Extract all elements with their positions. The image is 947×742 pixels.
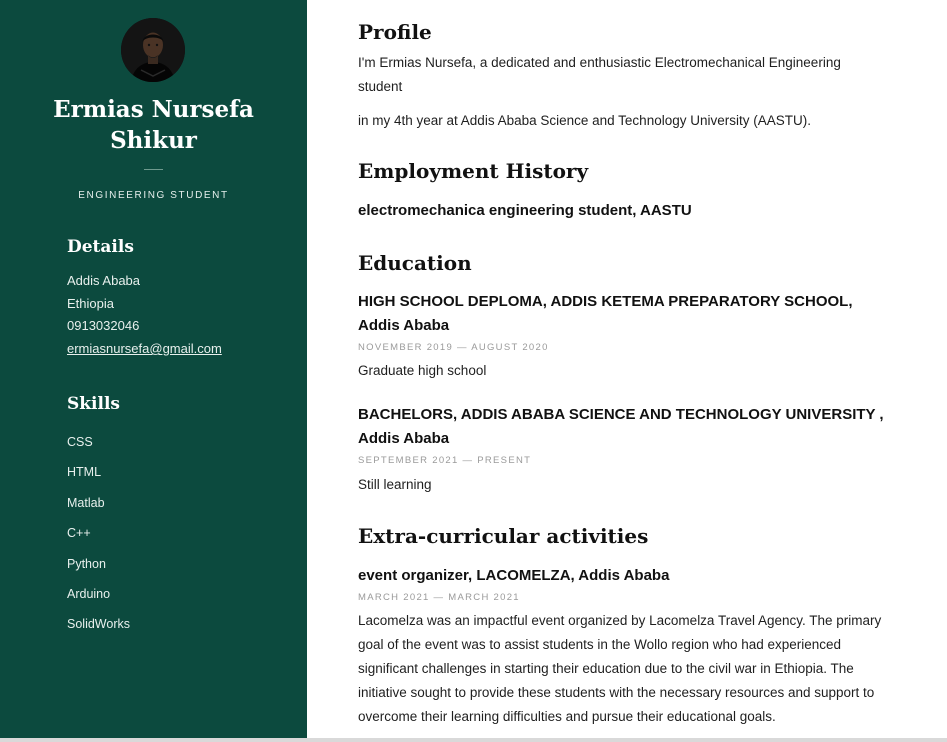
education-entry-date: NOVEMBER 2019 — AUGUST 2020 [358,342,549,353]
avatar [121,18,185,82]
profile-heading: Profile [358,20,432,44]
skill-item: SolidWorks [67,617,130,632]
education-heading: Education [358,251,472,275]
details-list [67,270,222,361]
skill-item: C++ [67,526,91,541]
activity-entry-date: MARCH 2021 — MARCH 2021 [358,592,520,603]
activity-entry-title: event organizer, LACOMELZA, Addis Ababa [358,567,670,584]
activity-entry-description: Lacomelza was an impactful event organized by Lacomelza Travel Agency. The primary goal of the event was to assist students in the Wollo region who had experienced significant challenges in starting their education due to the civil war in Ethiopia. The initiative sought to provide these students with the necessary resources and support to overcome their learning difficulties and pursue their educational goals. [358,613,882,724]
skill-item: CSS [67,435,93,449]
skill-item: Python [67,556,106,571]
employment-heading: Employment History [358,159,589,183]
detail-country: Ethiopia [67,295,114,311]
education-entry-date: SEPTEMBER 2021 — PRESENT [358,455,532,466]
skills-list [67,427,130,640]
job-title: ENGINEERING STUDENT [78,190,229,201]
candidate-name: Ermias Nursefa Shikur [53,96,254,154]
skills-heading: Skills [67,394,121,414]
skill-item: Matlab [67,495,105,510]
profile-paragraph-1: I'm Ermias Nursefa, a dedicated and enthusiastic Electromechanical Engineering student [358,55,841,94]
education-entry-title: HIGH SCHOOL DEPLOMA, ADDIS KETEMA PREPARATORY SCHOOL, Addis Ababa [358,293,853,334]
education-entry-description: Graduate high school [358,363,487,378]
skill-item: Arduino [67,587,111,602]
profile-paragraph-2: in my 4th year at Addis Ababa Science and Technology University (AASTU). [358,113,811,128]
detail-phone: 0913032046 [67,318,140,334]
email-link[interactable]: ermiasnursefa@gmail.com [67,341,222,357]
detail-city: Addis Ababa [67,273,141,288]
education-entry-description: Still learning [358,477,432,492]
education-entry-title: BACHELORS, ADDIS ABABA SCIENCE AND TECHNOLOGY UNIVERSITY , Addis Ababa [358,406,884,447]
name-divider [144,169,163,170]
details-heading: Details [67,237,134,257]
profile-photo [121,18,185,82]
page-bottom-edge [0,738,947,742]
sidebar [0,0,307,742]
employment-entry-title: electromechanica engineering student, AASTU [358,202,692,219]
skill-item: HTML [67,465,102,480]
extracurricular-heading: Extra-curricular activities [358,524,649,548]
